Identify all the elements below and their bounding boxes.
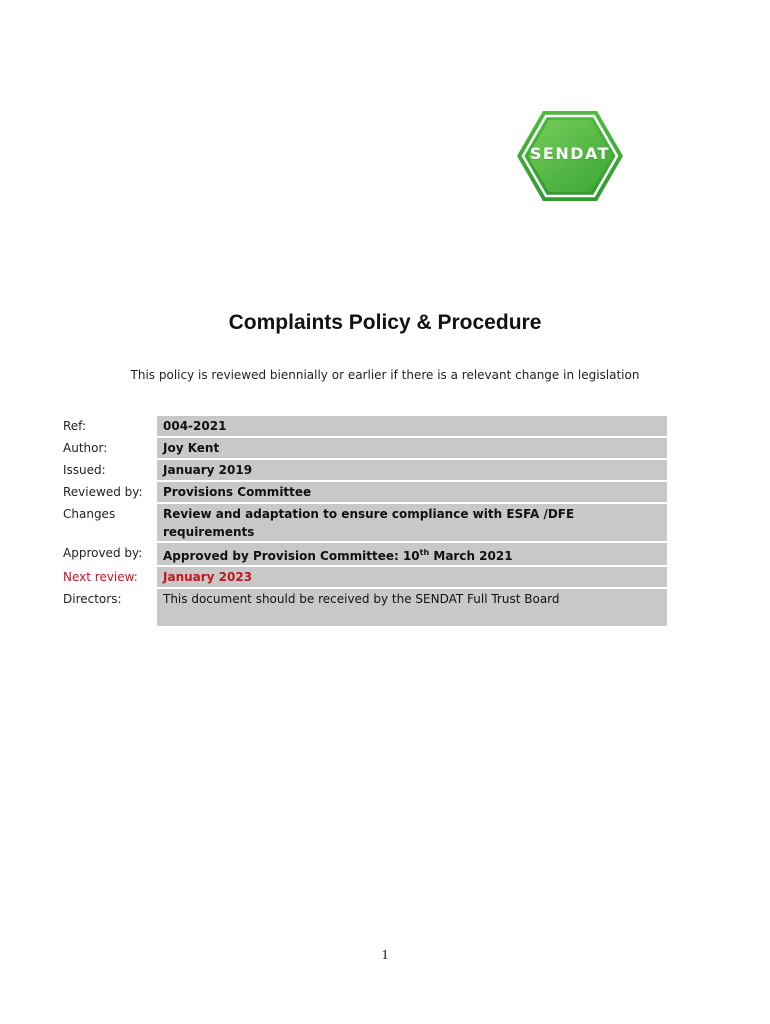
row-label: Next review: xyxy=(57,567,157,587)
table-row xyxy=(57,460,667,480)
table-row xyxy=(57,589,667,626)
table-row xyxy=(57,438,667,458)
row-value: January 2019 xyxy=(157,460,667,480)
document-info-table xyxy=(57,414,667,628)
table-row xyxy=(57,567,667,587)
row-label: Changes xyxy=(57,504,157,541)
value-superscript: th xyxy=(419,548,430,557)
table-row xyxy=(57,482,667,502)
table-row xyxy=(57,416,667,436)
row-value: 004-2021 xyxy=(157,416,667,436)
row-value: Provisions Committee xyxy=(157,482,667,502)
review-note: This policy is reviewed biennially or earlier if there is a relevant change in legislation xyxy=(130,368,640,382)
row-value: January 2023 xyxy=(157,567,667,587)
row-label: Issued: xyxy=(57,460,157,480)
row-value: This document should be received by the SENDAT Full Trust Board xyxy=(157,589,667,626)
row-label: Approved by: xyxy=(57,543,157,565)
table-row xyxy=(57,504,667,541)
row-label: Reviewed by: xyxy=(57,482,157,502)
row-value xyxy=(157,543,667,565)
row-value: Joy Kent xyxy=(157,438,667,458)
page-number: 1 xyxy=(381,948,389,963)
logo-text: SENDAT xyxy=(529,144,611,163)
value-prefix: Approved by Provision Committee: 10 xyxy=(163,549,420,563)
row-label: Ref: xyxy=(57,416,157,436)
document-title: Complaints Policy & Procedure xyxy=(228,311,542,334)
row-label: Author: xyxy=(57,438,157,458)
value-suffix: March 2021 xyxy=(429,549,513,563)
table-row xyxy=(57,543,667,565)
row-value: Review and adaptation to ensure compliance with ESFA /DFE requirements xyxy=(157,504,667,541)
row-label: Directors: xyxy=(57,589,157,626)
sendat-logo xyxy=(516,110,624,202)
